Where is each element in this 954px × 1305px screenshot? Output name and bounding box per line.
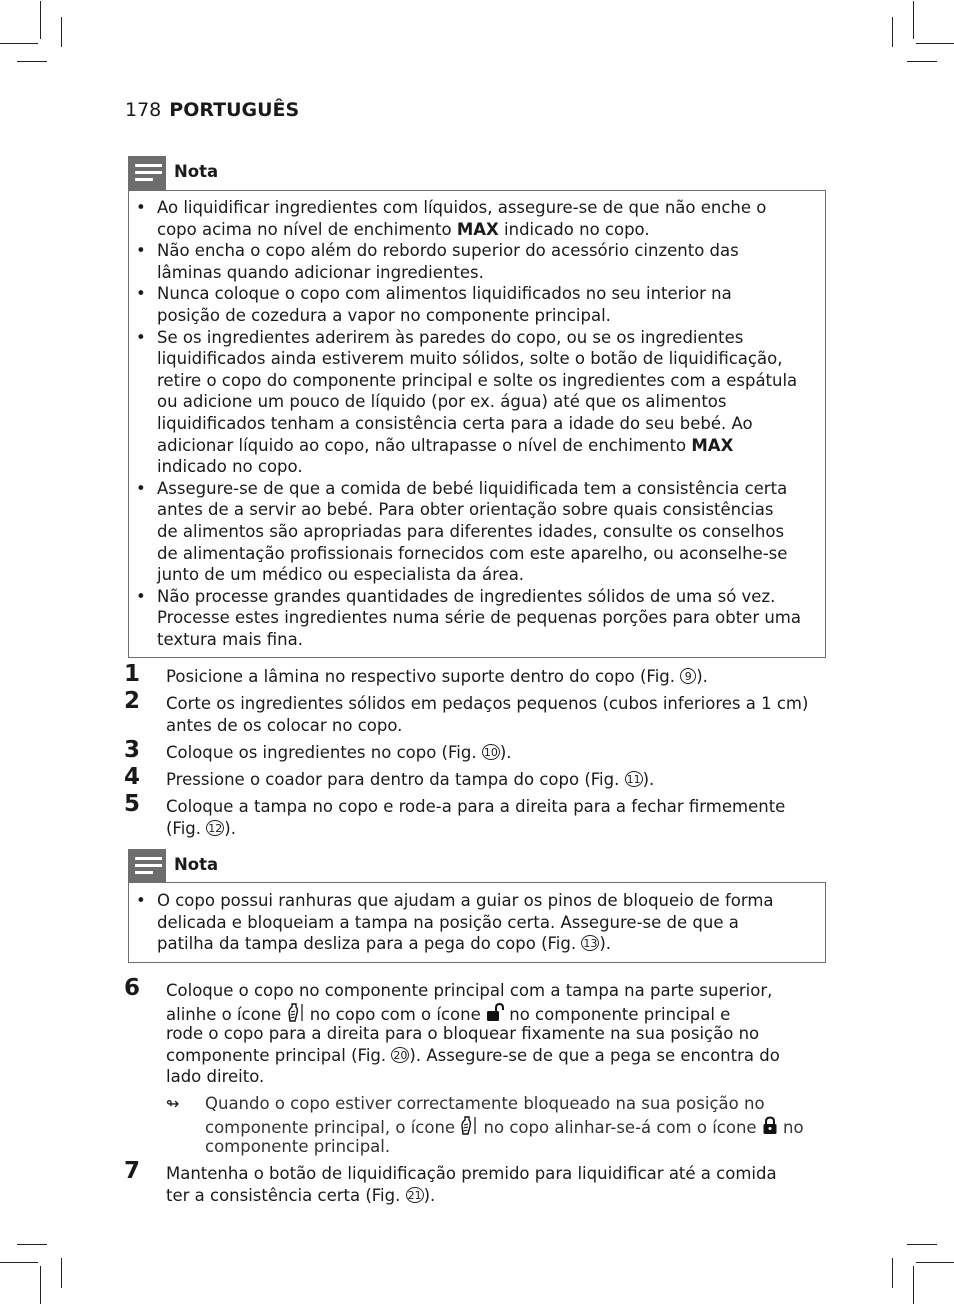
crop-mark bbox=[913, 1266, 914, 1304]
text-line: (Fig. 12 ). bbox=[166, 818, 236, 838]
step-number: 7 bbox=[124, 1158, 141, 1184]
text-line: posição de cozedura a vapor no componente principal. bbox=[157, 306, 611, 325]
step-number: 5 bbox=[124, 791, 141, 817]
crop-mark bbox=[40, 1, 41, 39]
text-line: patilha da tampa desliza para a pega do copo (Fig. 13 ). bbox=[157, 934, 612, 954]
step-number: 1 bbox=[124, 661, 141, 687]
text-line: Se os ingredientes aderirem às paredes do copo, ou se os ingredientes bbox=[157, 327, 744, 347]
crop-mark bbox=[892, 1258, 893, 1288]
crop-mark bbox=[916, 43, 954, 44]
figure-reference: 13 bbox=[583, 937, 598, 951]
text-line: ou adicione um pouco de líquido (por ex. água) até que os alimentos bbox=[157, 392, 727, 412]
step-number: 4 bbox=[124, 764, 141, 790]
figure-reference: 20 bbox=[393, 1048, 408, 1062]
text-line: liquidificados tenham a consistência certa para a idade do seu bebé. Ao bbox=[157, 414, 753, 433]
figure-reference: 10 bbox=[483, 746, 498, 759]
text-line: antes de a servir ao bebé. Para obter orientação sobre quais consistências bbox=[157, 500, 774, 520]
bullet-marker: • bbox=[136, 241, 146, 261]
text-line: textura mais fina. bbox=[157, 630, 303, 649]
crop-mark bbox=[907, 61, 937, 62]
text-line: Coloque o copo no componente principal com a tampa na parte superior, bbox=[166, 981, 773, 1000]
text-line: antes de os colocar no copo. bbox=[166, 715, 403, 735]
bullet-marker: • bbox=[136, 284, 146, 304]
crop-mark bbox=[0, 43, 38, 44]
crop-mark bbox=[916, 1262, 954, 1263]
page-language: PORTUGUÊS bbox=[169, 99, 300, 121]
figure-reference: 21 bbox=[407, 1188, 422, 1202]
text-line: adicionar líquido ao copo, não ultrapasse o nível de enchimento MAX bbox=[157, 435, 734, 455]
figure-reference: 9 bbox=[680, 668, 696, 684]
text-line: retire o copo do componente principal e solte os ingredientes com a espátula bbox=[157, 370, 798, 390]
bottle-icon bbox=[460, 1116, 478, 1135]
crop-mark bbox=[913, 1, 914, 39]
text-line: Posicione a lâmina no respectivo suporte dentro do copo (Fig. 9 ). bbox=[166, 667, 708, 686]
text-line: Mantenha o botão de liquidificação premido para liquidificar até a comida bbox=[166, 1164, 777, 1183]
crop-mark bbox=[61, 17, 62, 47]
bullet-marker: • bbox=[136, 586, 146, 606]
unlock-icon bbox=[486, 1003, 504, 1022]
text-line: delicada e bloqueiam a tampa na posição certa. Assegure-se de que a bbox=[157, 912, 739, 932]
text-line: Coloque a tampa no copo e rode-a para a direita para a fechar firmemente bbox=[166, 797, 786, 816]
step-number: 3 bbox=[124, 737, 141, 763]
result-arrow-icon: ↬ bbox=[166, 1094, 180, 1113]
text-line: liquidificados ainda estiverem muito sólidos, solte o botão de liquidificação, bbox=[157, 349, 783, 369]
text-line: O copo possui ranhuras que ajudam a guiar os pinos de bloqueio de forma bbox=[157, 891, 774, 910]
text-line: Quando o copo estiver correctamente bloqueado na sua posição no bbox=[205, 1094, 765, 1113]
text-line: Coloque os ingredientes no copo (Fig. 10 ). bbox=[166, 743, 512, 762]
text-line: junto de um médico ou especialista da área. bbox=[157, 565, 525, 585]
bullet-marker: • bbox=[136, 327, 146, 347]
crop-mark bbox=[17, 61, 47, 62]
bullet-marker: • bbox=[136, 478, 146, 498]
text-line: de alimentação profissionais fornecidos com este aparelho, ou aconselhe-se bbox=[157, 543, 788, 563]
note-title: Nota bbox=[174, 162, 219, 181]
note-title: Nota bbox=[174, 855, 219, 874]
crop-mark bbox=[907, 1244, 937, 1245]
text-line: componente principal. bbox=[205, 1137, 391, 1157]
text-line: Assegure-se de que a comida de bebé liquidificada tem a consistência certa bbox=[157, 478, 788, 498]
text-line: indicado no copo. bbox=[157, 457, 303, 477]
text-line: lado direito. bbox=[166, 1067, 265, 1087]
text-line: Processe estes ingredientes numa série de pequenas porções para obter uma bbox=[157, 608, 801, 628]
figure-reference: 12 bbox=[208, 821, 223, 835]
step-number: 2 bbox=[124, 688, 141, 714]
text-line: Corte os ingredientes sólidos em pedaços pequenos (cubos inferiores a 1 cm) bbox=[166, 694, 809, 713]
text-line: componente principal, o ícone no copo alinhar-se-á com o ícone no bbox=[205, 1117, 804, 1137]
text-line: alinhe o ícone no copo com o ícone no componente principal e bbox=[166, 1004, 731, 1024]
text-line: Ao liquidificar ingredientes com líquidos, assegure-se de que não enche o bbox=[157, 198, 767, 217]
text-line: copo acima no nível de enchimento MAX indicado no copo. bbox=[157, 219, 650, 239]
text-line: Não processe grandes quantidades de ingredientes sólidos de uma só vez. bbox=[157, 586, 776, 606]
crop-mark bbox=[40, 1266, 41, 1304]
note-lines-icon bbox=[128, 849, 166, 883]
note-lines-icon bbox=[128, 156, 166, 190]
lock-icon bbox=[762, 1116, 778, 1135]
crop-mark bbox=[17, 1244, 47, 1245]
figure-reference: 11 bbox=[626, 773, 641, 786]
text-line: Nunca coloque o copo com alimentos liquidificados no seu interior na bbox=[157, 284, 732, 304]
crop-mark bbox=[892, 17, 893, 47]
page-number: 178 bbox=[125, 99, 162, 121]
text-line: rode o copo para a direita para o bloquear fixamente na sua posição no bbox=[166, 1024, 760, 1044]
text-line: componente principal (Fig. 20 ). Assegure-se de que a pega se encontra do bbox=[166, 1045, 780, 1065]
text-line: Não encha o copo além do rebordo superior do acessório cinzento das bbox=[157, 241, 739, 261]
crop-mark bbox=[0, 1262, 38, 1263]
step-number: 6 bbox=[124, 975, 141, 1001]
bullet-marker: • bbox=[136, 891, 146, 910]
text-line: Pressione o coador para dentro da tampa do copo (Fig. 11 ). bbox=[166, 770, 655, 789]
text-line: de alimentos são apropriadas para diferentes idades, consulte os conselhos bbox=[157, 522, 785, 541]
text-line: ter a consistência certa (Fig. 21 ). bbox=[166, 1185, 436, 1205]
page-header bbox=[125, 99, 299, 121]
bullet-marker: • bbox=[136, 198, 146, 217]
crop-mark bbox=[61, 1258, 62, 1288]
text-line: lâminas quando adicionar ingredientes. bbox=[157, 262, 484, 282]
bottle-icon bbox=[287, 1003, 305, 1022]
